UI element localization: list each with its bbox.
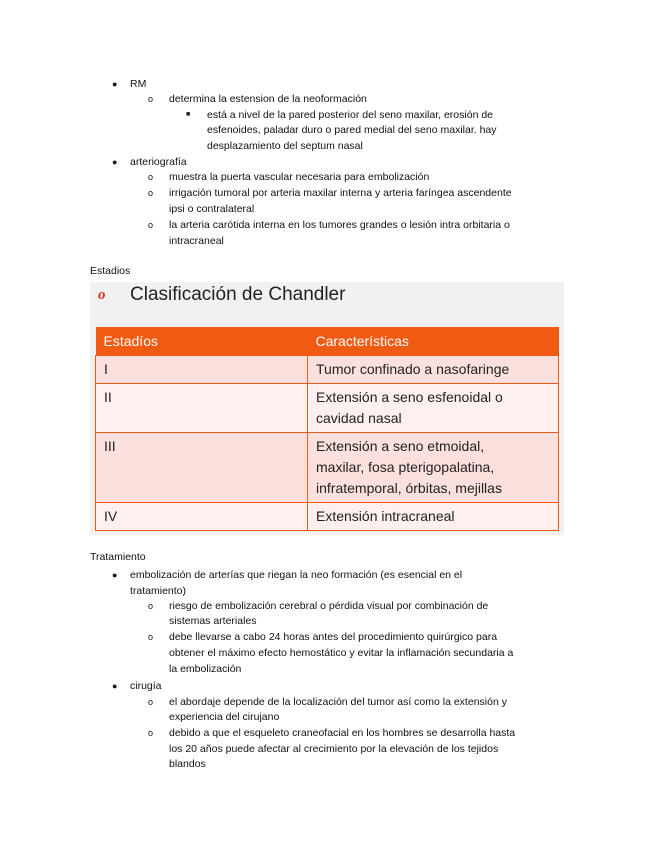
rm-sub: determina la estension de la neoformación	[169, 93, 367, 105]
stage-cell: IV	[96, 503, 308, 531]
column-header: Estadíos	[96, 327, 308, 356]
circle-bullet-icon: o	[148, 697, 154, 707]
arteriografia-item: muestra la puerta vascular necesaria para embolización	[169, 171, 430, 183]
stage-cell: I	[96, 356, 308, 384]
chandler-slide	[90, 282, 564, 535]
characteristics-cell	[308, 384, 559, 433]
rm-detail-line: desplazamiento del septum nasal	[207, 140, 363, 152]
table-row	[96, 356, 559, 384]
arteriografia-item: la arteria carótida interna en los tumores grandes o lesión intra orbitaria o	[169, 219, 510, 231]
characteristics-line: maxilar, fosa pterigopalatina,	[316, 459, 495, 475]
embolizacion-item: debe llevarse a cabo 24 horas antes del procedimiento quirúrgico para	[169, 631, 498, 643]
circle-bullet-icon: o	[148, 601, 154, 611]
circle-bullet-icon: o	[148, 632, 154, 642]
characteristics-line: Extensión a seno esfenoidal o	[316, 389, 503, 405]
rm-detail-line: esfenoides, paladar duro o pared medial del seno maxilar. hay	[207, 124, 497, 136]
stage-cell: II	[96, 384, 308, 433]
cirugia-item: debido a que el esqueleto craneofacial en los hombres se desarrolla hasta	[169, 727, 516, 739]
characteristics-line: Extensión intracraneal	[316, 508, 455, 524]
bullet-dot-icon: ●	[112, 570, 118, 580]
characteristics-cell	[308, 356, 559, 384]
estadios-heading: Estadios	[90, 265, 131, 277]
chandler-table	[95, 327, 559, 531]
tratamiento-heading: Tratamiento	[90, 551, 146, 563]
table-row	[96, 503, 559, 531]
rm-label: RM	[130, 78, 147, 90]
characteristics-line: cavidad nasal	[316, 410, 402, 426]
stage-cell: III	[96, 433, 308, 503]
table-row	[96, 433, 559, 503]
circle-bullet-icon: o	[148, 94, 154, 104]
characteristics-cell	[308, 433, 559, 503]
cirugia-label: cirugía	[130, 680, 162, 692]
embolizacion-item: riesgo de embolización cerebral o pérdida visual por combinación de	[169, 600, 489, 612]
embolizacion-item: obtener el máximo efecto hemostático y evitar la inflamación secundaria a	[169, 647, 514, 659]
bullet-dot-icon: ●	[112, 157, 118, 167]
slide-title: Clasificación de Chandler	[130, 284, 346, 305]
embolizacion-item: sistemas arteriales	[169, 615, 257, 627]
circle-bullet-icon: o	[148, 172, 154, 182]
circle-bullet-icon: o	[148, 220, 154, 230]
table-row	[96, 384, 559, 433]
characteristics-line: infratemporal, órbitas, mejillas	[316, 480, 502, 496]
bullet-dot-icon: ●	[112, 79, 118, 89]
characteristics-cell	[308, 503, 559, 531]
characteristics-line: Tumor confinado a nasofaringe	[316, 361, 510, 377]
embolizacion-label: embolización de arterías que riegan la neo formación (es esencial en el	[130, 569, 463, 581]
arteriografia-item: ipsi o contralateral	[169, 203, 255, 215]
arteriografia-label: arteriografía	[130, 156, 187, 168]
rm-detail-line: está a nivel de la pared posterior del seno maxilar, erosión de	[207, 109, 494, 121]
circle-bullet-icon: o	[148, 728, 154, 738]
arteriografia-item: irrigación tumoral por arteria maxilar interna y arteria faríngea ascendente	[169, 187, 512, 199]
characteristics-line: Extensión a seno etmoidal,	[316, 438, 485, 454]
circle-bullet-icon: o	[148, 188, 154, 198]
cirugia-item: blandos	[169, 758, 206, 770]
embolizacion-item: la embolización	[169, 663, 242, 675]
slide-bullet-icon: o	[98, 287, 106, 303]
square-bullet-icon: ■	[186, 111, 191, 118]
table-header	[96, 327, 559, 356]
cirugia-item: los 20 años puede afectar al crecimiento por la elevación de los tejidos	[169, 743, 499, 755]
cirugia-item: experiencia del cirujano	[169, 711, 280, 723]
column-header: Características	[308, 327, 559, 356]
embolizacion-label: tratamiento)	[130, 585, 187, 597]
bullet-dot-icon: ●	[112, 681, 118, 691]
cirugia-item: el abordaje depende de la localización del tumor así como la extensión y	[169, 696, 507, 708]
arteriografia-item: intracraneal	[169, 235, 224, 247]
